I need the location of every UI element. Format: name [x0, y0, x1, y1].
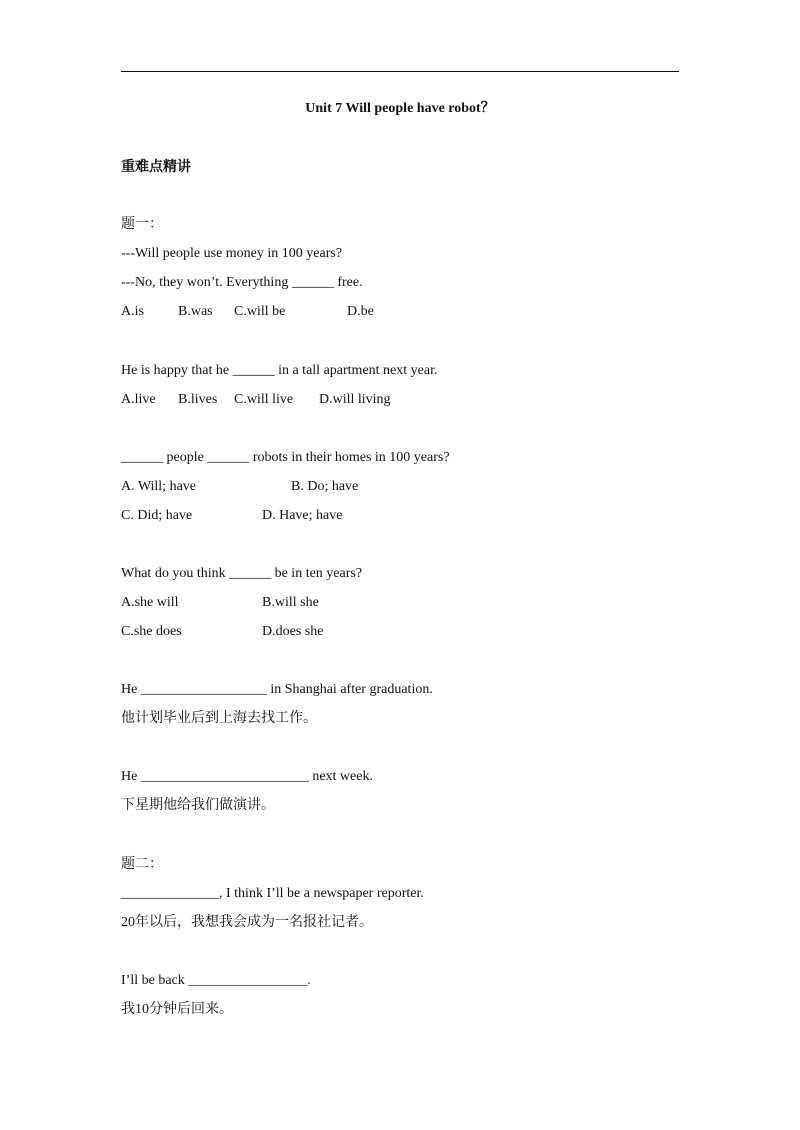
q3-option-c: C. Did; have	[121, 508, 193, 523]
q1-option-c: C.will be	[234, 304, 286, 319]
q6-stem: He ________________________ next week.	[121, 769, 373, 784]
p2-q1-stem: ______________, I think I’ll be a newspaper reporter.	[121, 886, 424, 901]
part1-label: 题一：	[121, 217, 163, 232]
q3-option-d: D. Have; have	[262, 508, 343, 523]
q1-option-b: B.was	[178, 304, 213, 319]
q6-translation: 下星期他给我们做演讲。	[121, 798, 275, 813]
q4-stem: What do you think ______ be in ten years?	[121, 566, 363, 581]
p2-q1-translation: 20年以后，我想我会成为一名报社记者。	[121, 915, 373, 930]
q4-option-a: A.she will	[121, 595, 179, 610]
p2-q2-stem: I’ll be back _________________.	[121, 973, 311, 988]
q3-stem: ______ people ______ robots in their homes in 100 years?	[121, 450, 450, 465]
q1-option-a: A.is	[121, 304, 144, 319]
p2-q2-translation: 我10分钟后回来。	[121, 1002, 233, 1017]
q2-stem: He is happy that he ______ in a tall apartment next year.	[121, 363, 438, 378]
header-rule	[121, 71, 679, 72]
q5-translation: 他计划毕业后到上海去找工作。	[121, 711, 317, 726]
q1-line1: ---Will people use money in 100 years?	[121, 246, 343, 261]
page-title: Unit 7 Will people have robot？	[305, 101, 495, 116]
q3-option-b: B. Do; have	[291, 479, 359, 494]
q5-stem: He __________________ in Shanghai after graduation.	[121, 682, 433, 697]
q1-line2: ---No, they won’t. Everything ______ free.	[121, 275, 363, 290]
q2-option-b: B.lives	[178, 392, 218, 407]
q3-option-a: A. Will; have	[121, 479, 196, 494]
q4-option-c: C.she does	[121, 624, 182, 639]
q1-option-d: D.be	[347, 304, 374, 319]
part2-label: 题二：	[121, 857, 163, 872]
q2-option-c: C.will live	[234, 392, 294, 407]
q4-option-b: B.will she	[262, 595, 319, 610]
q4-option-d: D.does she	[262, 624, 324, 639]
q2-option-a: A.live	[121, 392, 156, 407]
section-heading: 重难点精讲	[121, 160, 191, 175]
q2-option-d: D.will living	[319, 392, 391, 407]
